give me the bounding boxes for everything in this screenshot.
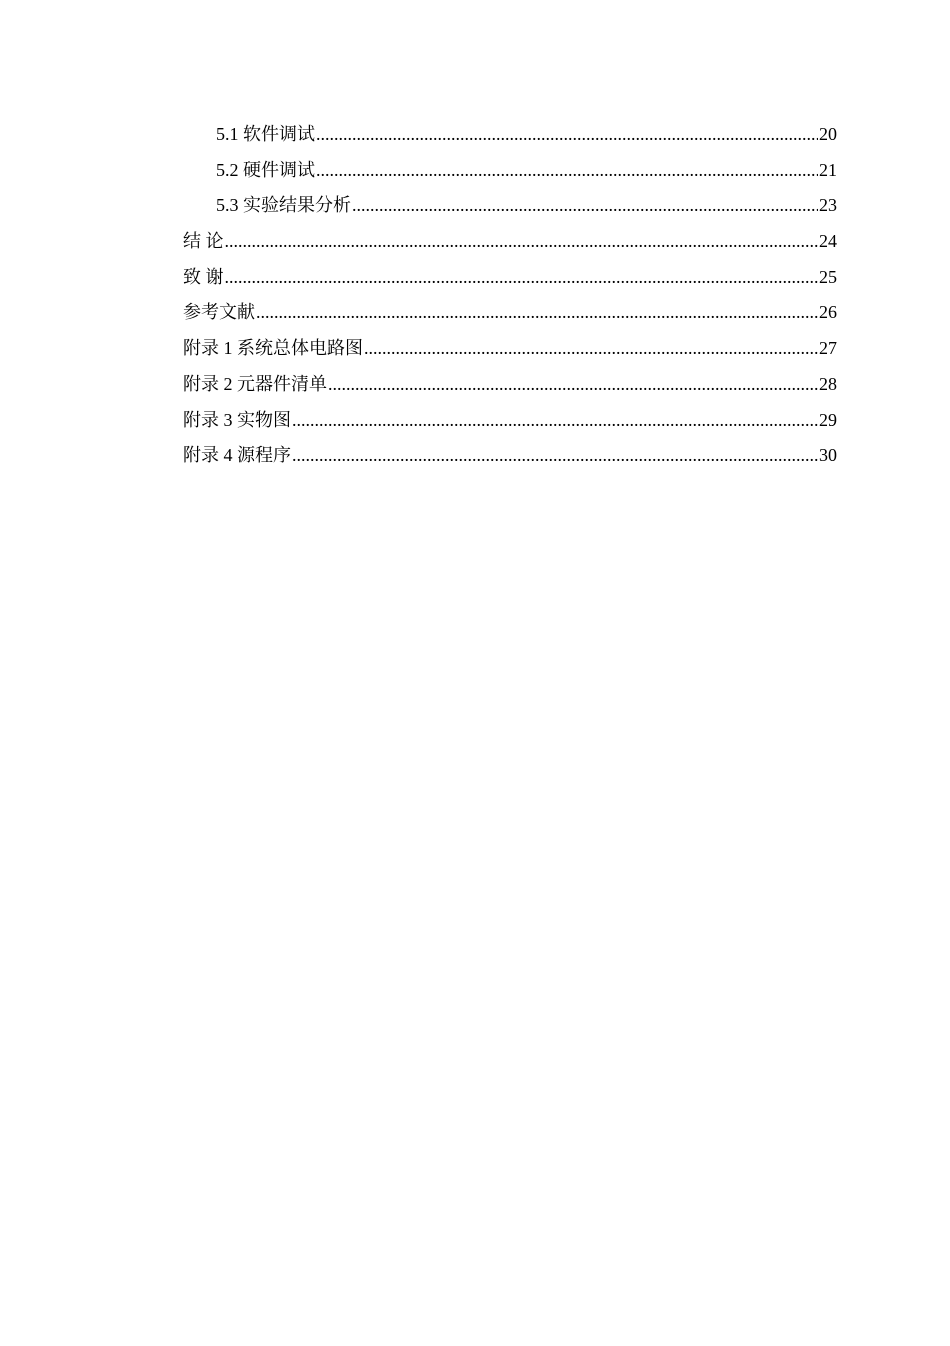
toc-entry-title: 附录 3 实物图	[183, 409, 291, 430]
toc-entry-references	[183, 295, 837, 331]
toc-entry-page-number: 23	[819, 195, 837, 216]
toc-entry-title: 附录 2 元器件清单	[183, 373, 327, 394]
toc-entry-appendix-4	[183, 438, 837, 474]
toc-dot-leader	[256, 295, 818, 331]
toc-entry-appendix-2	[183, 367, 837, 403]
toc-entry-appendix-1	[183, 331, 837, 367]
toc-entry-5-1	[183, 117, 837, 153]
toc-dot-leader	[316, 153, 818, 189]
toc-dot-leader	[328, 367, 818, 403]
toc-entry-page-number: 20	[819, 124, 837, 144]
toc-entry-page-number: 25	[819, 266, 837, 287]
toc-dot-leader	[292, 403, 818, 439]
toc-entry-title: 参考文献	[183, 302, 255, 323]
toc-dot-leader	[352, 188, 818, 224]
toc-entry-title: 5.2 硬件调试	[216, 159, 315, 180]
toc-entry-page-number: 24	[819, 231, 837, 252]
toc-entry-page-number: 21	[819, 159, 837, 180]
table-of-contents	[183, 117, 837, 474]
toc-entry-page-number: 26	[819, 302, 837, 323]
toc-dot-leader	[225, 224, 819, 260]
toc-entry-conclusion	[183, 224, 837, 260]
toc-entry-title: 结 论	[183, 231, 224, 252]
toc-entry-title: 5.1 软件调试	[216, 124, 315, 144]
toc-dot-leader	[292, 438, 818, 474]
toc-entry-page-number: 27	[819, 338, 837, 359]
toc-entry-page-number: 28	[819, 373, 837, 394]
toc-entry-5-2	[183, 153, 837, 189]
toc-entry-page-number: 30	[819, 445, 837, 466]
toc-entry-page-number: 29	[819, 409, 837, 430]
toc-entry-title: 附录 1 系统总体电路图	[183, 338, 363, 359]
toc-entry-appendix-3	[183, 403, 837, 439]
toc-entry-title: 致 谢	[183, 266, 224, 287]
toc-entry-title: 附录 4 源程序	[183, 445, 291, 466]
toc-dot-leader	[316, 117, 818, 153]
toc-dot-leader	[364, 331, 818, 367]
toc-dot-leader	[225, 260, 819, 296]
toc-entry-title: 5.3 实验结果分析	[216, 195, 351, 216]
toc-entry-5-3	[183, 188, 837, 224]
toc-entry-acknowledgements	[183, 260, 837, 296]
